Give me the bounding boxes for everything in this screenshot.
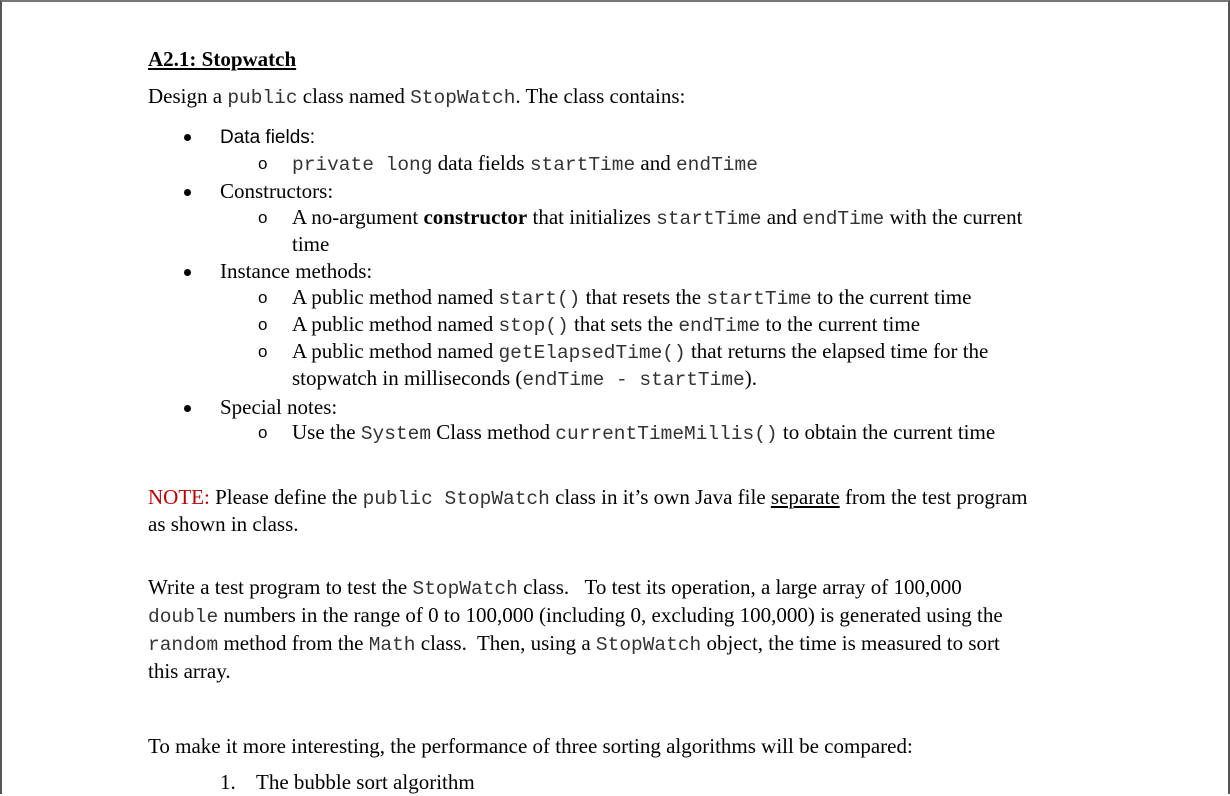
bullet-dot bbox=[184, 189, 191, 196]
test-paragraph-line-2: double numbers in the range of 0 to 100,000 (including 0, excluding 100,000) is generated using the bbox=[148, 603, 1003, 628]
method-elapsed-detail-cont: stopwatch in milliseconds (endTime - startTime). bbox=[292, 366, 757, 391]
bullet-instance-methods: Instance methods: bbox=[220, 259, 373, 283]
bullet-dot bbox=[184, 405, 191, 412]
note-line: NOTE: Please define the public StopWatch class in it’s own Java file separate from the test program bbox=[148, 485, 1028, 510]
compare-line: To make it more interesting, the performance of three sorting algorithms will be compared: bbox=[148, 734, 913, 758]
special-notes-detail: Use the System Class method currentTimeMillis() to obtain the current time bbox=[292, 420, 996, 445]
constructor-detail-cont: time bbox=[292, 232, 330, 256]
bullet-special-notes: Special notes: bbox=[220, 395, 338, 419]
sub-marker: o bbox=[258, 154, 268, 173]
sub-marker: o bbox=[258, 342, 268, 361]
test-paragraph-line-4: this array. bbox=[148, 659, 231, 683]
data-fields-detail: private long data fields startTime and endTime bbox=[292, 151, 758, 176]
section-heading: A2.1: Stopwatch bbox=[148, 47, 297, 71]
sub-marker: o bbox=[258, 423, 268, 442]
bullet-dot bbox=[184, 269, 191, 276]
method-start-detail: A public method named start() that resets the startTime to the current time bbox=[292, 285, 972, 310]
method-elapsed-detail: A public method named getElapsedTime() that returns the elapsed time for the bbox=[292, 339, 989, 364]
constructor-detail: A no-argument constructor that initializes startTime and endTime with the current bbox=[292, 205, 1023, 230]
note-label: NOTE: bbox=[148, 485, 210, 509]
sub-marker: o bbox=[258, 208, 268, 227]
test-paragraph-line-3: random method from the Math class. Then, using a StopWatch object, the time is measured to sort bbox=[148, 631, 1000, 656]
method-stop-detail: A public method named stop() that sets the endTime to the current time bbox=[292, 312, 921, 337]
bullet-data-fields: Data fields: bbox=[220, 127, 316, 148]
bullet-dot bbox=[184, 134, 191, 141]
list-number: 1. bbox=[220, 770, 236, 794]
test-paragraph-line-1: Write a test program to test the StopWatch class. To test its operation, a large array of 100,000 bbox=[148, 575, 962, 600]
bullet-constructors: Constructors: bbox=[220, 179, 334, 203]
note-line-cont: as shown in class. bbox=[148, 512, 299, 536]
sub-marker: o bbox=[258, 315, 268, 334]
intro-line: Design a public class named StopWatch. The class contains: bbox=[148, 84, 686, 109]
sub-marker: o bbox=[258, 288, 268, 307]
list-item-text: The bubble sort algorithm bbox=[256, 770, 475, 794]
